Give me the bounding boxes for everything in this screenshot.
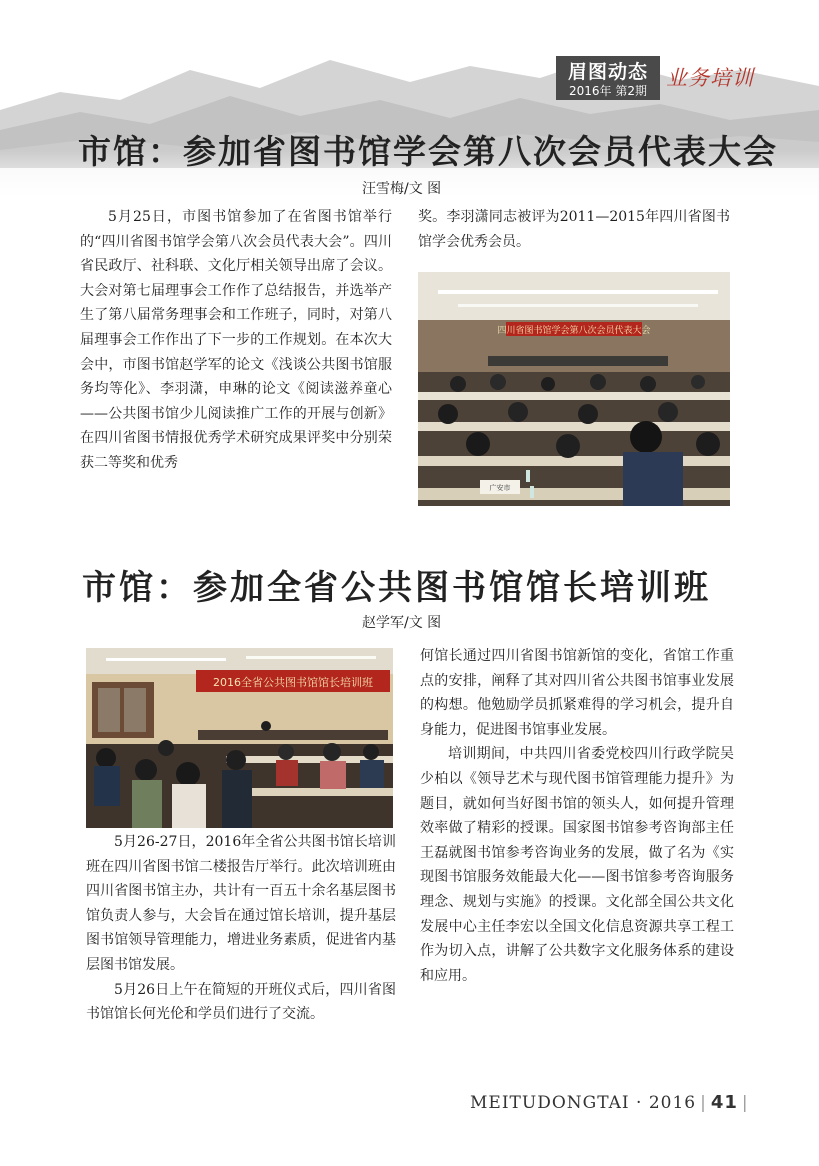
page-footer: [470, 1092, 753, 1113]
footer-year: 2016: [648, 1093, 697, 1113]
article2-title: 市馆：参加全省公共图书馆馆长培训班: [82, 568, 711, 608]
article2-byline: 赵学军/文 图: [362, 615, 442, 631]
article1-title: 市馆：参加省图书馆学会第八次会员代表大会: [78, 132, 778, 171]
article1-column-left: [80, 205, 392, 476]
article2-paragraph-continued: 何馆长通过四川省图书馆新馆的变化，省馆工作重点的安排，阐释了其对四川省公共图书馆事业发展的构想。他勉励学员抓紧难得的学习机会，提升自身能力，促进图书馆事业发展。: [420, 648, 734, 738]
page-number: 41: [710, 1092, 738, 1113]
training-hall-image: [86, 648, 393, 828]
meeting-banner-text: 四川省图书馆学会第八次会员代表大会: [497, 326, 651, 336]
section-badge: [556, 56, 660, 100]
article1-column-right: [418, 205, 730, 254]
footer-magazine: MEITUDONGTAI: [470, 1093, 630, 1113]
meeting-photo: [418, 272, 730, 506]
article1-paragraph-continued: 奖。李羽潇同志被评为2011—2015年四川省图书馆学会优秀会员。: [418, 209, 730, 250]
issue-label: 2016年 第2期: [569, 84, 647, 98]
training-banner-text: 2016全省公共图书馆馆长培训班: [213, 676, 373, 689]
footer-divider: |: [700, 1093, 707, 1113]
place-card-text: 广安市: [489, 484, 511, 492]
brand-calligraphy: 业务培训: [666, 66, 754, 90]
training-photo: [86, 648, 393, 828]
article2-paragraph: 5月26日上午在简短的开班仪式后，四川省图书馆馆长何光伦和学员们进行了交流。: [86, 981, 396, 1023]
article2-column-left: [86, 830, 396, 1027]
article2-paragraph: 培训期间，中共四川省委党校四川行政学院吴少柏以《领导艺术与现代图书馆管理能力提升》为题目，就如何当好图书馆的领头人，如何提升管理效率做了精彩的授课。国家图书馆参考咨询部主任王磊就图书馆参考咨询业务的发展，做了名为《实现图书馆服务效能最大化——图书馆参考咨询服务理念、规划与实施》的授课。文化部全国公共文化发展中心主任李宏以全国文化信息资源共享工程工作为切入点，讲解了公共数字文化服务体系的建设和应用。: [420, 746, 734, 984]
section-title: 眉图动态: [567, 61, 648, 83]
article2-column-right: [420, 644, 734, 988]
meeting-hall-image: [418, 272, 730, 506]
article1-paragraph: 5月25日，市图书馆参加了在省图书馆举行的“四川省图书馆学会第八次会员代表大会”。四川省民政厅、社科联、文化厅相关领导出席了会议。大会对第七届理事会工作作了总结报告，并选举产生了第八届常务理事会和工作班子，同时，对第八届理事会工作作出了下一步的工作规划。在本次大会中，市图书馆赵学军的论文《浅谈公共图书馆服务均等化》、李羽潇，申琳的论文《阅读滋养童心——公共图书馆少儿阅读推广工作的开展与创新》在四川省图书情报优秀学术研究成果评奖中分别荣获二等奖和优秀: [80, 209, 392, 471]
footer-dot: ·: [629, 1093, 649, 1113]
article1-byline: 汪雪梅/文 图: [362, 181, 442, 197]
article2-paragraph: 5月26-27日，2016年全省公共图书馆长培训班在四川省图书馆二楼报告厅举行。此次培训班由四川省图书馆主办，共计有一百五十余名基层图书馆负责人参与，大会旨在通过馆长培训，提升基层图书馆领导管理能力，增进业务素质，促进省内基层图书馆发展。: [86, 834, 396, 973]
footer-divider: |: [741, 1093, 749, 1113]
